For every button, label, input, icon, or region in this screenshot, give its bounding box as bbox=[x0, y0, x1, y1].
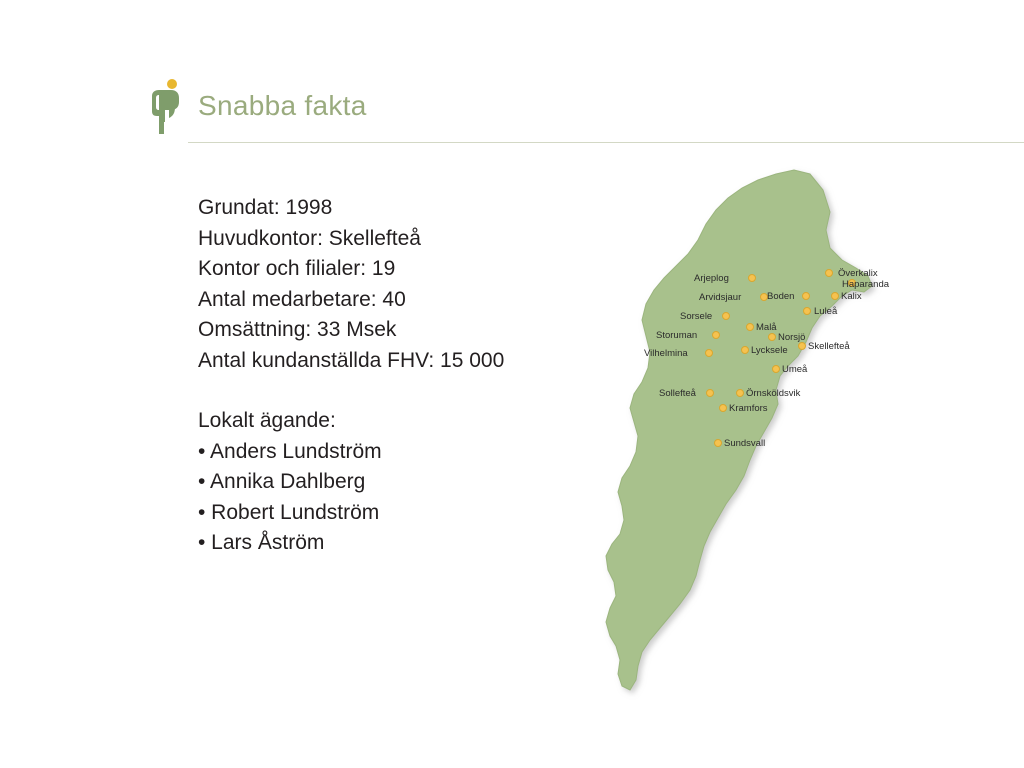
city-dot bbox=[746, 323, 754, 331]
city-dot bbox=[719, 404, 727, 412]
city-label: Storuman bbox=[656, 330, 698, 341]
city-label: Haparanda bbox=[842, 279, 890, 290]
city-dot bbox=[714, 439, 722, 447]
city-label: Överkalix bbox=[838, 268, 878, 279]
city-dot bbox=[706, 389, 714, 397]
owner-item: • Lars Åström bbox=[198, 531, 325, 554]
city-dot bbox=[768, 333, 776, 341]
city-dot bbox=[772, 365, 780, 373]
city-dot bbox=[803, 307, 811, 315]
city-dot bbox=[705, 349, 713, 357]
city-dot bbox=[798, 342, 806, 350]
city-label: Malå bbox=[756, 322, 777, 333]
title-divider bbox=[188, 142, 1024, 143]
owner-item: • Anders Lundström bbox=[198, 439, 382, 463]
fact-line: Antal kundanställda FHV: 15 000 bbox=[198, 348, 505, 372]
city-label: Kramfors bbox=[729, 403, 768, 414]
city-dot bbox=[825, 269, 833, 277]
city-dot bbox=[741, 346, 749, 354]
city-dot bbox=[802, 292, 810, 300]
city-label: Vilhelmina bbox=[644, 348, 688, 359]
city-label: Lycksele bbox=[751, 345, 788, 356]
city-label: Arvidsjaur bbox=[699, 292, 742, 303]
city-label: Sollefteå bbox=[659, 388, 696, 399]
fact-line: Omsättning: 33 Msek bbox=[198, 318, 397, 341]
city-label: Norsjö bbox=[778, 332, 806, 343]
city-dot bbox=[722, 312, 730, 320]
owner-item: • Robert Lundström bbox=[198, 500, 380, 524]
city-dot bbox=[748, 274, 756, 282]
fact-line: Kontor och filialer: 19 bbox=[198, 257, 396, 280]
pp-logo-icon bbox=[146, 78, 192, 136]
city-label: Skellefteå bbox=[808, 341, 850, 352]
city-label: Sundsvall bbox=[724, 438, 766, 449]
fact-line: Antal medarbetare: 40 bbox=[198, 287, 406, 311]
city-dot bbox=[831, 292, 839, 300]
city-label: Umeå bbox=[782, 364, 808, 375]
owners-heading: Lokalt ägande: bbox=[198, 409, 336, 432]
city-label: Sorsele bbox=[680, 311, 713, 322]
city-label: Kalix bbox=[841, 291, 862, 302]
sweden-map bbox=[580, 160, 940, 720]
city-dot bbox=[712, 331, 720, 339]
city-dot bbox=[736, 389, 744, 397]
city-label: Arjeplog bbox=[694, 273, 729, 284]
page-title: Snabba fakta bbox=[198, 90, 367, 121]
city-label: Örnsköldsvik bbox=[746, 388, 801, 399]
city-label: Boden bbox=[767, 291, 795, 302]
owner-item: • Annika Dahlberg bbox=[198, 470, 366, 493]
city-label: Luleå bbox=[814, 306, 838, 317]
slide-header bbox=[0, 70, 1024, 145]
facts-block bbox=[198, 193, 618, 559]
fact-line: Grundat: 1998 bbox=[198, 196, 333, 219]
text-spacer bbox=[198, 376, 618, 406]
fact-line: Huvudkontor: Skellefteå bbox=[198, 226, 421, 250]
